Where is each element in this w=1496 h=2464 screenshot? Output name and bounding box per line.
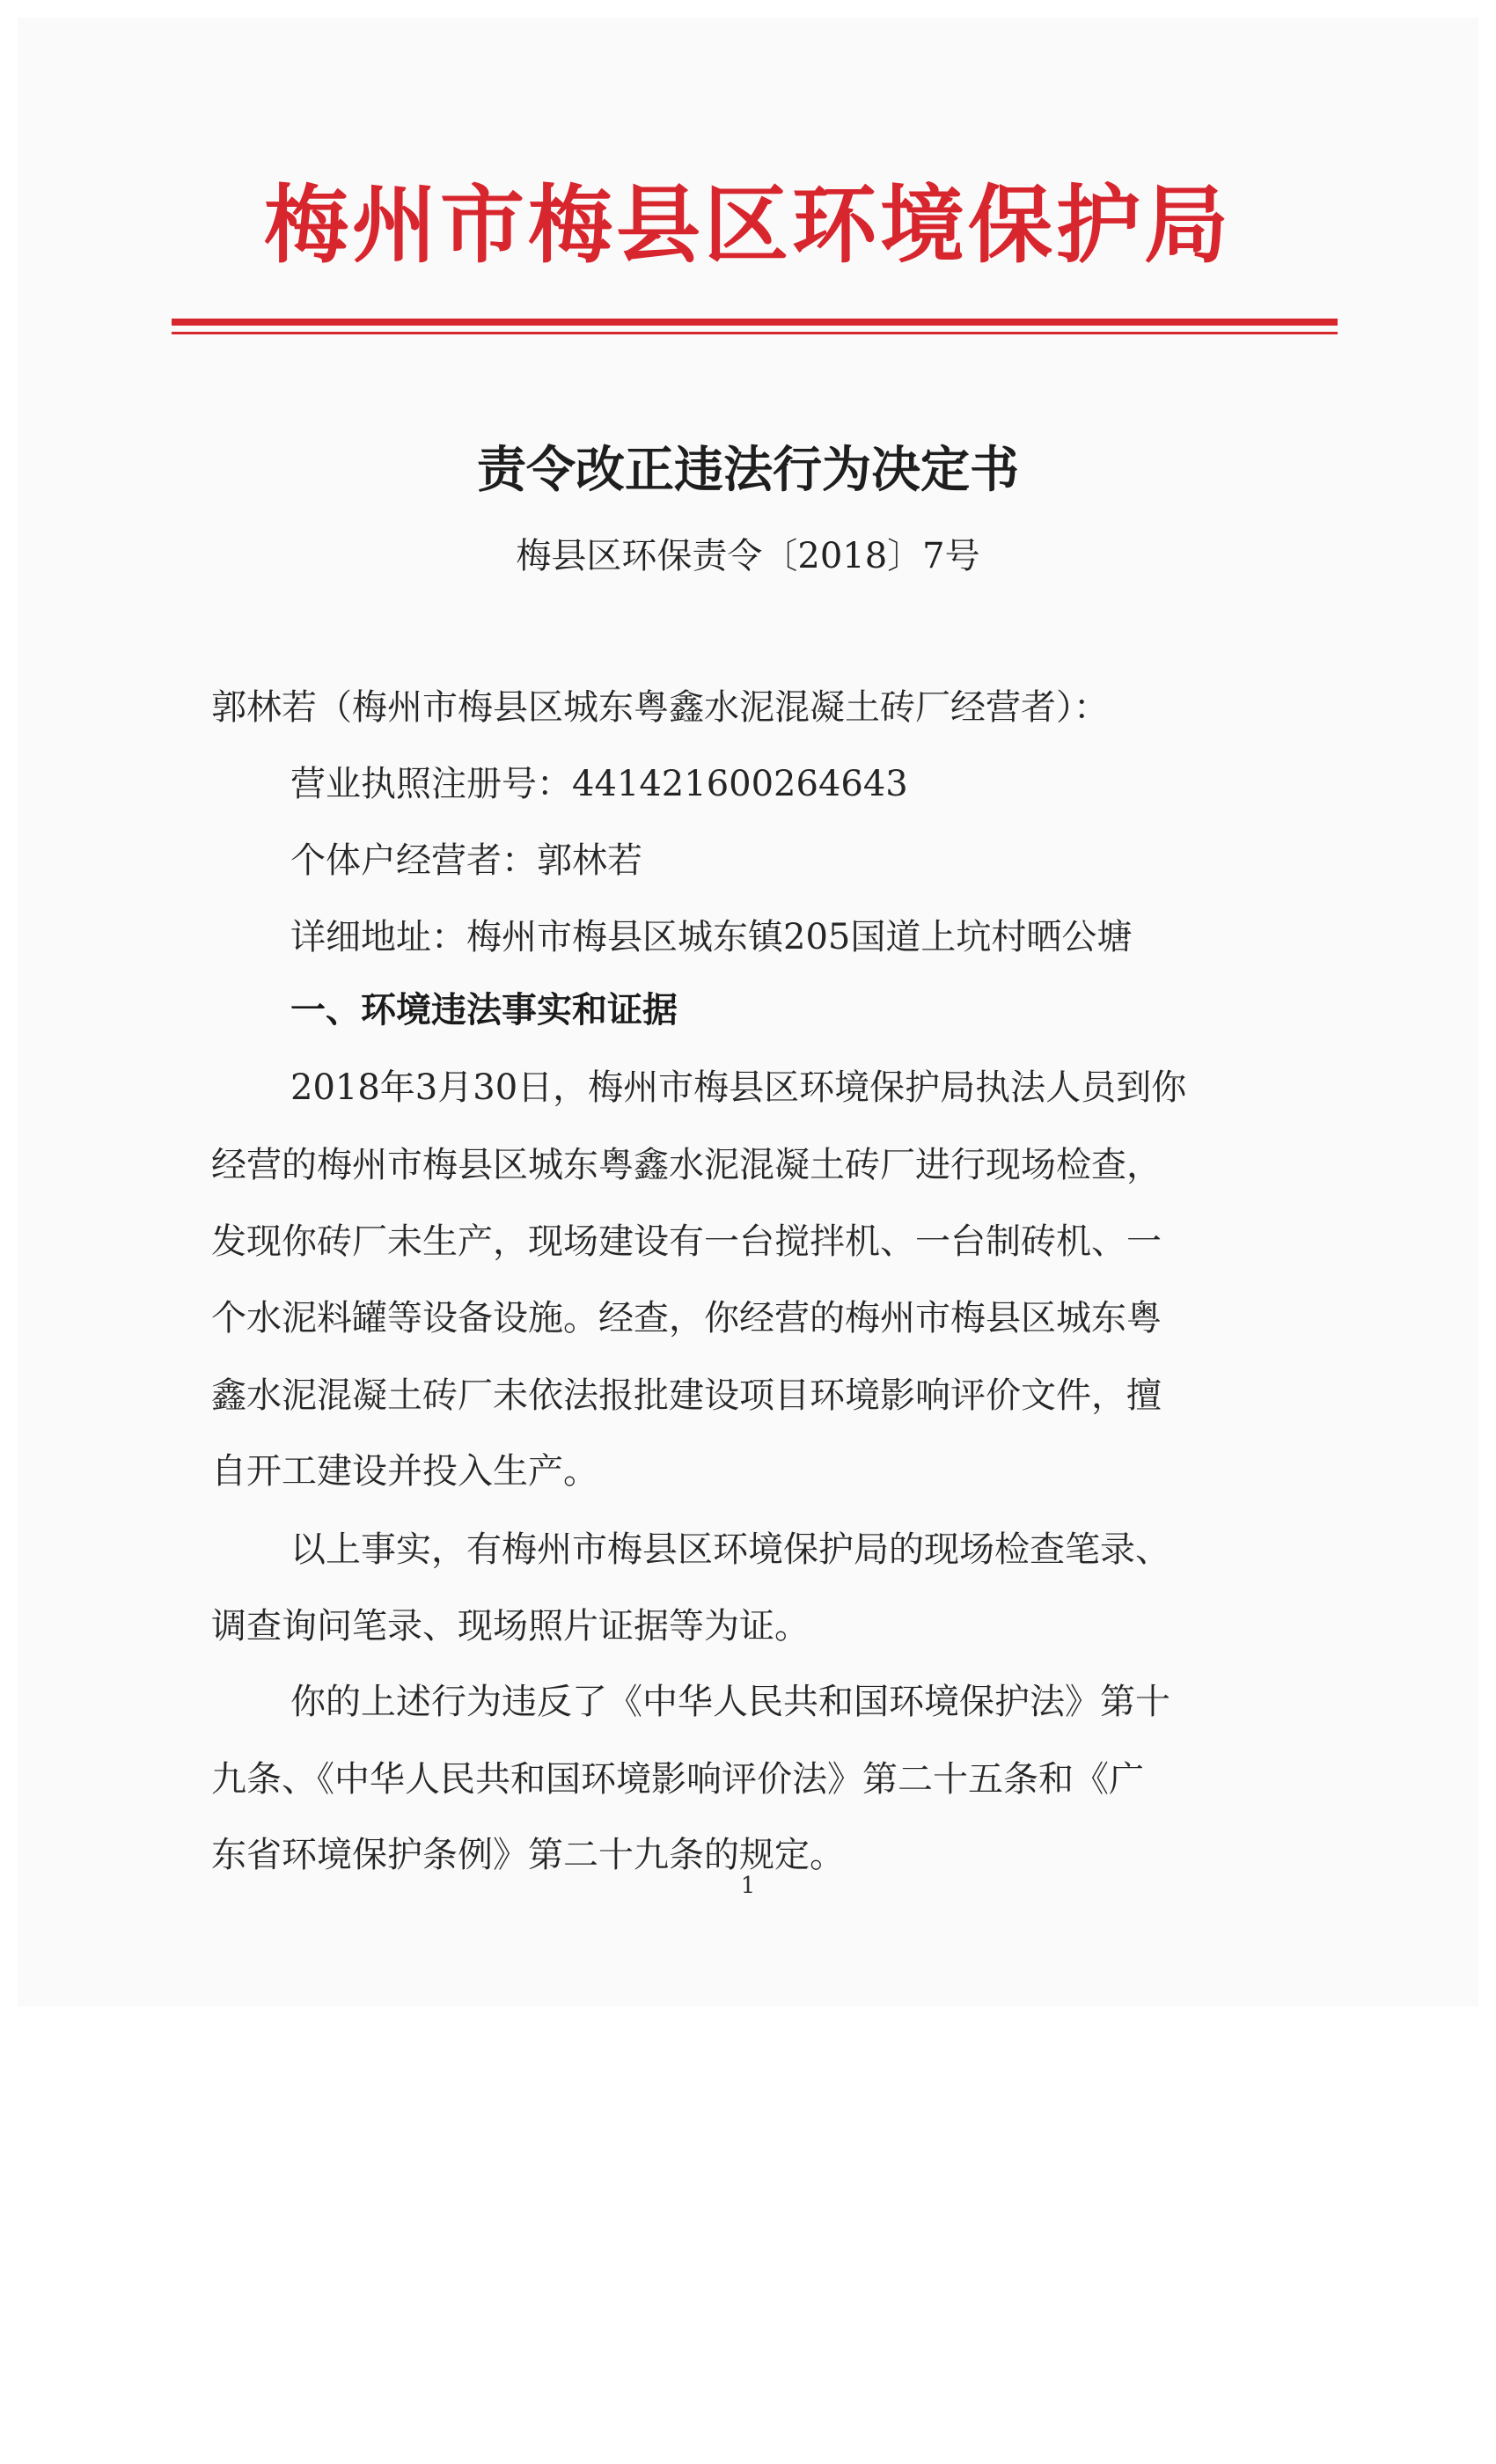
document-title: 责令改正违法行为决定书 xyxy=(477,442,1019,499)
addressee-line: 郭林若（梅州市梅县区城东粤鑫水泥混凝土砖厂经营者）： xyxy=(211,687,1109,728)
paragraph-line: 九条、《中华人民共和国环境影响评价法》第二十五条和《广 xyxy=(211,1759,1144,1800)
letterhead-rule-thin xyxy=(172,332,1338,334)
paragraph-line: 自开工建设并投入生产。 xyxy=(211,1451,598,1492)
paragraph-line: 经营的梅州市梅县区城东粤鑫水泥混凝土砖厂进行现场检查， xyxy=(211,1145,1162,1185)
section-heading: 一、环境违法事实和证据 xyxy=(290,990,678,1030)
paragraph-line: 东省环境保护条例》第二十九条的规定。 xyxy=(211,1835,845,1875)
registration-number: 营业执照注册号：441421600264643 xyxy=(290,764,908,804)
paragraph-line: 发现你砖厂未生产，现场建设有一台搅拌机、一台制砖机、一 xyxy=(211,1221,1162,1262)
detailed-address: 详细地址：梅州市梅县区城东镇205国道上坑村晒公塘 xyxy=(290,917,1133,957)
letterhead-title: 梅州市梅县区环境保护局 xyxy=(264,176,1232,275)
paragraph-line: 个水泥料罐等设备设施。经查，你经营的梅州市梅县区城东粤 xyxy=(211,1298,1162,1338)
paragraph-line: 鑫水泥混凝土砖厂未依法报批建设项目环境影响评价文件，擅 xyxy=(211,1375,1162,1416)
page-number: 1 xyxy=(740,1873,756,1899)
document-number: 梅县区环保责令〔2018〕7号 xyxy=(516,536,980,576)
paragraph-line: 调查询问笔录、现场照片证据等为证。 xyxy=(211,1606,810,1646)
letterhead-rule-thick xyxy=(172,319,1338,326)
paragraph-line: 以上事实，有梅州市梅县区环境保护局的现场检查笔录、 xyxy=(290,1529,1170,1570)
paragraph-line: 2018年3月30日，梅州市梅县区环境保护局执法人员到你 xyxy=(290,1067,1187,1108)
paragraph-line: 你的上述行为违反了《中华人民共和国环境保护法》第十 xyxy=(290,1682,1170,1722)
operator-name: 个体户经营者：郭林若 xyxy=(290,840,642,881)
